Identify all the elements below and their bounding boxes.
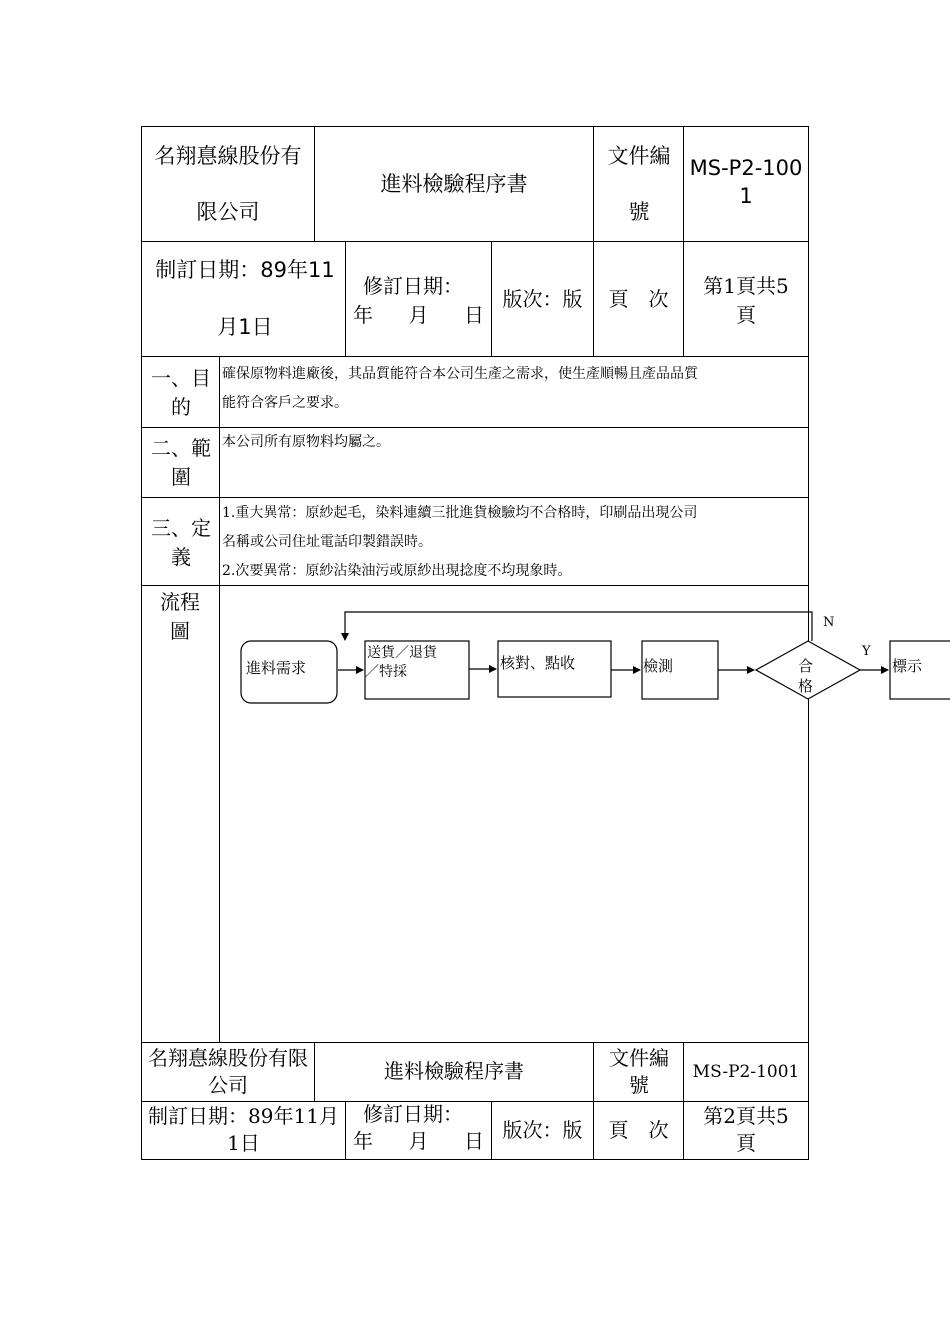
footer-document-title: 進料檢驗程序書 (384, 1059, 524, 1083)
revise-date-label: 修訂日期： (363, 274, 463, 298)
flow-text-check: 核對、點收 (500, 654, 576, 672)
section-scope-label: 二、範圍 (151, 436, 211, 489)
flow-text-pass-1: 合 (798, 657, 814, 675)
flow-label-no: N (823, 615, 835, 630)
document-title: 進料檢驗程序書 (380, 171, 528, 196)
footer-year-label: 年 (353, 1129, 373, 1153)
section-scope-text: 本公司所有原物料均屬之。 (222, 434, 390, 450)
made-date: 制訂日期：89年11月1日 (155, 258, 335, 339)
footer-doc-number: MS-P2-1001 (692, 1061, 800, 1082)
day-label: 日 (464, 303, 484, 327)
flowchart-label: 流程圖 (160, 590, 200, 643)
doc-number: MS-P2-1001 (689, 156, 803, 208)
doc-number-label: 文件編號 (607, 144, 671, 224)
flow-text-label: 標示 (892, 657, 923, 675)
section-purpose-text: 確保原物料進廠後，其品質能符合本公司生產之需求，使生產順暢且產品品質 能符合客戶之要求。 (222, 366, 698, 411)
flow-arrow-no-loop (345, 612, 812, 641)
footer-version: 版次：版 (502, 1117, 583, 1142)
section-definition-text: 1.重大異常：原紗起毛，染料連續三批進貨檢驗均不合格時，印刷品出現公司 名稱或公司住址電話印製錯誤時。 2.次要異常：原紗沾染油污或原紗出現捻度不均現象時。 (222, 505, 698, 579)
page-label: 頁 次 (608, 286, 669, 311)
section-definition-label: 三、定義 (151, 516, 211, 569)
footer-page-info: 第2頁共5頁 (703, 1104, 789, 1155)
flow-text-inspect: 檢測 (643, 657, 674, 675)
footer-doc-number-label: 文件編號 (609, 1045, 669, 1097)
footer-day-label: 日 (464, 1129, 484, 1153)
footer-made-date: 制訂日期：89年11月1日 (148, 1104, 339, 1155)
footer-page-label: 頁 次 (608, 1117, 669, 1142)
company-name: 名翔惪線股份有限公司 (154, 144, 302, 224)
footer-month-label: 月 (408, 1129, 429, 1153)
month-label: 月 (408, 303, 429, 327)
flow-label-yes: Y (862, 644, 871, 659)
footer-revise-date (347, 1101, 490, 1155)
flow-text-delivery-1: 送貨／退貨 (367, 645, 437, 661)
flow-text-delivery-2: ／特採 (365, 664, 407, 680)
version: 版次：版 (502, 286, 583, 311)
footer-revise-date-label: 修訂日期： (363, 1102, 463, 1126)
flow-text-request: 進料需求 (246, 659, 307, 677)
section-purpose-label: 一、目的 (151, 366, 211, 419)
year-label: 年 (353, 303, 373, 327)
page-info: 第1頁共5頁 (703, 274, 789, 327)
flow-text-pass-2: 格 (798, 677, 814, 695)
footer-company-name: 名翔惪線股份有限公司 (148, 1045, 308, 1097)
